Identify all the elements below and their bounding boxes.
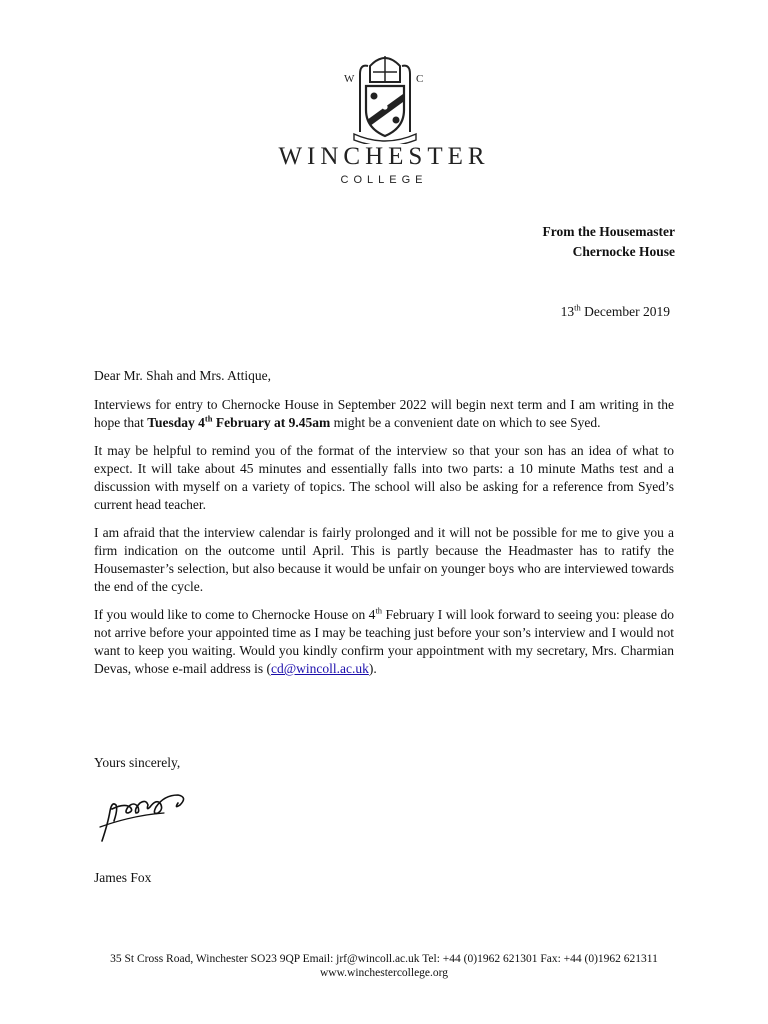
paragraph-4 bbox=[94, 606, 674, 678]
closing: Yours sincerely, bbox=[94, 755, 181, 770]
college-crest-icon bbox=[340, 52, 430, 144]
sender-house: Chernocke House bbox=[572, 244, 675, 259]
paragraph-3: I am afraid that the interview calendar is fairly prolonged and it will not be possible for me to give you a firm indication on the outcome until April. This is partly because the Headmaster has to ratify the Housemaster’s selection, but also because it would be unfair on younger boys who are interviewed towards the end of the cycle. bbox=[94, 525, 674, 594]
footer-website: www.winchestercollege.org bbox=[319, 967, 449, 979]
paragraph-1 bbox=[94, 396, 674, 432]
letter-body bbox=[94, 367, 674, 688]
school-name: WINCHESTER bbox=[278, 143, 490, 170]
paragraph-2: It may be helpful to remind you of the format of the interview so that your son has an idea of what to expect. It will take about 45 minutes and essentially falls into two parts: a 10 minute Maths test and a discussion with myself on a variety of topics. The school will also be asking for a reference from Syed’s current head teacher. bbox=[94, 443, 674, 512]
p1-bold-1: Tuesday 4 bbox=[147, 415, 205, 430]
p1-bold-sup: th bbox=[204, 413, 213, 424]
p4-text-before: If you would like to come to Chernocke House on 4 bbox=[94, 607, 376, 622]
p4-text-after: ). bbox=[368, 661, 377, 676]
p1-text-after: might be a convenient date on which to see Syed. bbox=[330, 415, 601, 430]
svg-text:W: W bbox=[344, 73, 355, 85]
p4-sup: th bbox=[375, 605, 383, 616]
sender-title: From the Housemaster bbox=[542, 224, 675, 239]
salutation: Dear Mr. Shah and Mrs. Attique, bbox=[94, 368, 271, 383]
signature-image bbox=[94, 783, 194, 845]
svg-text:C: C bbox=[416, 73, 424, 85]
footer-address: 35 St Cross Road, Winchester SO23 9QP Email: jrf@wincoll.ac.uk Tel: +44 (0)1962 621301 Fax: +44 (0)1962 621311 bbox=[110, 953, 658, 965]
date-rest: December 2019 bbox=[580, 304, 670, 319]
interview-date-highlight bbox=[147, 415, 330, 430]
signatory-name: James Fox bbox=[94, 870, 152, 885]
date-day: 13 bbox=[560, 304, 575, 319]
p1-text-before: Interviews for entry to Chernocke House in September 2022 will begin next term and I am writing in the hope that bbox=[94, 397, 674, 430]
p4-text-middle: February I will look forward to seeing you: please do not arrive before your appointed time as I may be teaching just before your son’s interview and I would not want to keep you waiting. Would you kindly confirm your appointment with my secretary, Mrs. Charmian Devas, whose e-mail address is ( bbox=[94, 607, 674, 676]
letter-footer bbox=[0, 952, 768, 980]
secretary-email-link[interactable]: cd@wincoll.ac.uk bbox=[270, 661, 369, 676]
date-suffix: th bbox=[574, 302, 581, 313]
sender-block bbox=[543, 222, 675, 262]
letter-date bbox=[561, 304, 670, 320]
p1-bold-2: February at 9.45am bbox=[212, 415, 331, 430]
school-subtitle: COLLEGE bbox=[340, 174, 428, 186]
